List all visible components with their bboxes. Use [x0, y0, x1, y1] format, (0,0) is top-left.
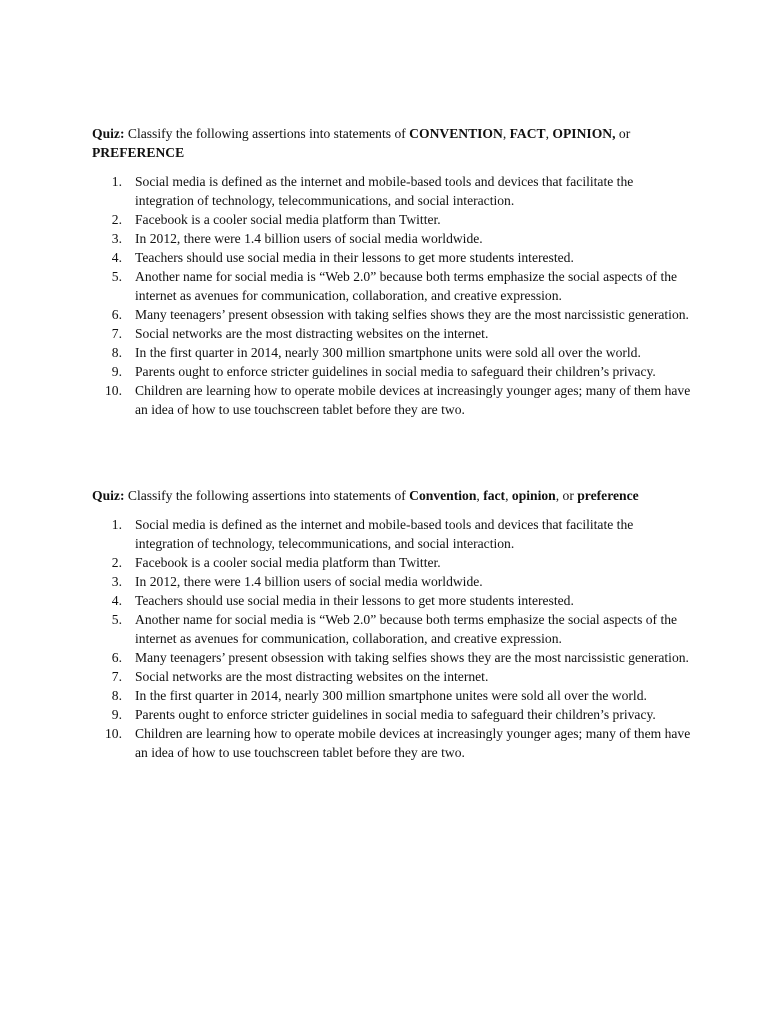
- list-item: [92, 267, 692, 305]
- item-number: 10.: [105, 383, 122, 398]
- quiz-label: Quiz:: [92, 488, 125, 503]
- quiz-heading: [92, 486, 692, 505]
- heading-lead: Classify the following assertions into statements of: [124, 488, 410, 503]
- item-number: 5.: [111, 612, 122, 627]
- quiz-section-2: [92, 486, 692, 762]
- item-number: 4.: [111, 593, 122, 608]
- item-number: 10.: [105, 726, 122, 741]
- item-number: 9.: [111, 364, 122, 379]
- heading-separator: or: [615, 126, 631, 141]
- item-number: 2.: [111, 555, 122, 570]
- list-item: [92, 667, 692, 686]
- quiz-section-1: [92, 124, 692, 419]
- item-number: 8.: [111, 688, 122, 703]
- item-text: In 2012, there were 1.4 billion users of social media worldwide.: [135, 574, 483, 589]
- assertion-list: [92, 515, 692, 762]
- list-item: [92, 229, 692, 248]
- item-text: Teachers should use social media in their lessons to get more students interested.: [135, 593, 574, 608]
- item-text: Many teenagers’ present obsession with taking selfies shows they are the most narcissistic generation.: [135, 307, 689, 322]
- category-preference: preference: [577, 488, 639, 503]
- list-item: [92, 591, 692, 610]
- item-text: Children are learning how to operate mobile devices at increasingly younger ages; many of them have an idea of how to use touchscreen tablet before they are two.: [135, 383, 691, 417]
- heading-separator: ,: [505, 488, 512, 503]
- item-number: 9.: [111, 707, 122, 722]
- category-opinion: OPINION,: [552, 126, 616, 141]
- category-convention: CONVENTION: [409, 126, 503, 141]
- list-item: [92, 305, 692, 324]
- item-number: 2.: [111, 212, 122, 227]
- item-text: Facebook is a cooler social media platform than Twitter.: [135, 555, 441, 570]
- item-number: 7.: [111, 669, 122, 684]
- heading-lead: Classify the following assertions into statements of: [124, 126, 410, 141]
- quiz-heading: [92, 124, 692, 162]
- item-number: 6.: [111, 650, 122, 665]
- category-opinion: opinion: [511, 488, 556, 503]
- list-item: [92, 343, 692, 362]
- item-text: Social networks are the most distracting websites on the internet.: [135, 669, 489, 684]
- category-convention: Convention: [409, 488, 477, 503]
- item-number: 6.: [111, 307, 122, 322]
- item-text: In the first quarter in 2014, nearly 300 million smartphone units were sold all over the world.: [135, 345, 641, 360]
- item-text: Another name for social media is “Web 2.0” because both terms emphasize the social aspects of the internet as avenues for communication, collaboration, and creative expression.: [135, 269, 678, 303]
- item-text: Social media is defined as the internet and mobile-based tools and devices that facilitate the integration of technology, telecommunications, and social interaction.: [135, 517, 634, 551]
- list-item: [92, 381, 692, 419]
- item-number: 8.: [111, 345, 122, 360]
- category-fact: FACT: [509, 126, 546, 141]
- list-item: [92, 362, 692, 381]
- item-text: In 2012, there were 1.4 billion users of social media worldwide.: [135, 231, 483, 246]
- list-item: [92, 724, 692, 762]
- item-number: 5.: [111, 269, 122, 284]
- list-item: [92, 705, 692, 724]
- item-number: 3.: [111, 231, 122, 246]
- item-text: Many teenagers’ present obsession with taking selfies shows they are the most narcissistic generation.: [135, 650, 689, 665]
- list-item: [92, 248, 692, 267]
- heading-separator: ,: [502, 126, 510, 141]
- item-number: 3.: [111, 574, 122, 589]
- item-text: Children are learning how to operate mobile devices at increasingly younger ages; many of them have an idea of how to use touchscreen tablet before they are two.: [135, 726, 691, 760]
- item-number: 1.: [111, 174, 122, 189]
- list-item: [92, 686, 692, 705]
- item-text: Teachers should use social media in their lessons to get more students interested.: [135, 250, 574, 265]
- list-item: [92, 648, 692, 667]
- item-number: 4.: [111, 250, 122, 265]
- list-item: [92, 172, 692, 210]
- item-text: Social networks are the most distracting websites on the internet.: [135, 326, 489, 341]
- heading-separator: ,: [476, 488, 484, 503]
- list-item: [92, 610, 692, 648]
- list-item: [92, 210, 692, 229]
- item-text: Parents ought to enforce stricter guidelines in social media to safeguard their children’s privacy.: [135, 707, 656, 722]
- item-text: In the first quarter in 2014, nearly 300 million smartphone unites were sold all over the world.: [135, 688, 647, 703]
- item-number: 7.: [111, 326, 122, 341]
- list-item: [92, 515, 692, 553]
- list-item: [92, 553, 692, 572]
- item-text: Another name for social media is “Web 2.0” because both terms emphasize the social aspects of the internet as avenues for communication, collaboration, and creative expression.: [135, 612, 678, 646]
- item-text: Social media is defined as the internet and mobile-based tools and devices that facilitate the integration of technology, telecommunications, and social interaction.: [135, 174, 634, 208]
- item-text: Parents ought to enforce stricter guidelines in social media to safeguard their children’s privacy.: [135, 364, 656, 379]
- category-fact: fact: [483, 488, 506, 503]
- category-preference: PREFERENCE: [92, 145, 185, 160]
- list-item: [92, 324, 692, 343]
- heading-separator: , or: [555, 488, 578, 503]
- heading-separator: ,: [545, 126, 553, 141]
- item-number: 1.: [111, 517, 122, 532]
- item-text: Facebook is a cooler social media platform than Twitter.: [135, 212, 441, 227]
- assertion-list: [92, 172, 692, 419]
- list-item: [92, 572, 692, 591]
- quiz-label: Quiz:: [92, 126, 125, 141]
